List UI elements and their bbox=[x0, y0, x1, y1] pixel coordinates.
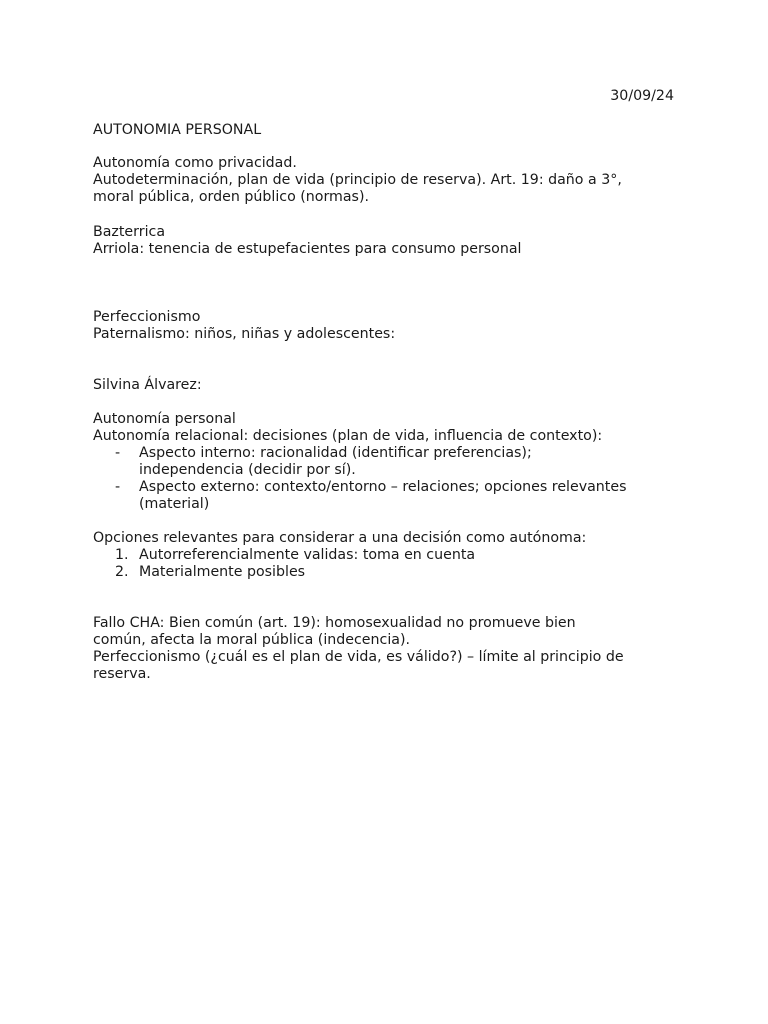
paragraph-line: Silvina Álvarez: bbox=[93, 377, 202, 393]
paragraph-line: Autodeterminación, plan de vida (principio de reserva). Art. 19: daño a 3°, bbox=[93, 172, 622, 188]
document-date: 30/09/24 bbox=[610, 88, 674, 104]
cases-section bbox=[93, 224, 693, 258]
number-marker: 1. bbox=[115, 547, 129, 563]
autonomy-types-section bbox=[93, 411, 693, 513]
paragraph-line: Perfeccionismo (¿cuál es el plan de vida, es válido?) – límite al principio de bbox=[93, 649, 624, 665]
bullet-item bbox=[93, 445, 693, 479]
paragraph-line: Autonomía personal bbox=[93, 411, 236, 427]
document-title: AUTONOMIA PERSONAL bbox=[93, 122, 262, 138]
paragraph-line: Perfeccionismo bbox=[93, 309, 201, 325]
paragraph-line: Autonomía como privacidad. bbox=[93, 155, 297, 171]
title-block bbox=[93, 122, 693, 139]
paragraph-line: Paternalismo: niños, niñas y adolescentes: bbox=[93, 326, 396, 342]
relevant-options-section bbox=[93, 530, 693, 581]
paragraph-line: Bazterrica bbox=[93, 224, 166, 240]
bullet-text: Aspecto externo: contexto/entorno – relaciones; opciones relevantes bbox=[139, 479, 627, 495]
paragraph-line: Opciones relevantes para considerar a una decisión como autónoma: bbox=[93, 530, 587, 546]
bullet-item bbox=[93, 479, 693, 513]
paragraph-line: Autonomía relacional: decisiones (plan de vida, influencia de contexto): bbox=[93, 428, 603, 444]
privacy-section bbox=[93, 155, 693, 206]
numbered-text: Materialmente posibles bbox=[139, 564, 306, 580]
numbered-item bbox=[93, 564, 693, 581]
numbered-item bbox=[93, 547, 693, 564]
paragraph-line: moral pública, orden público (normas). bbox=[93, 189, 369, 205]
paragraph-line: común, afecta la moral pública (indecencia). bbox=[93, 632, 411, 648]
bullet-marker: - bbox=[115, 445, 121, 461]
numbered-text: Autorreferencialmente validas: toma en cuenta bbox=[139, 547, 476, 563]
number-marker: 2. bbox=[115, 564, 129, 580]
paragraph-line: reserva. bbox=[93, 666, 151, 682]
author-section bbox=[93, 377, 693, 394]
bullet-text: Aspecto interno: racionalidad (identificar preferencias); bbox=[139, 445, 532, 461]
cha-ruling-section bbox=[93, 615, 693, 683]
bullet-text: (material) bbox=[139, 496, 210, 512]
bullet-text: independencia (decidir por sí). bbox=[139, 462, 356, 478]
perfectionism-section bbox=[93, 309, 693, 343]
paragraph-line: Fallo CHA: Bien común (art. 19): homosexualidad no promueve bien bbox=[93, 615, 576, 631]
bullet-marker: - bbox=[115, 479, 121, 495]
paragraph-line: Arriola: tenencia de estupefacientes para consumo personal bbox=[93, 241, 522, 257]
